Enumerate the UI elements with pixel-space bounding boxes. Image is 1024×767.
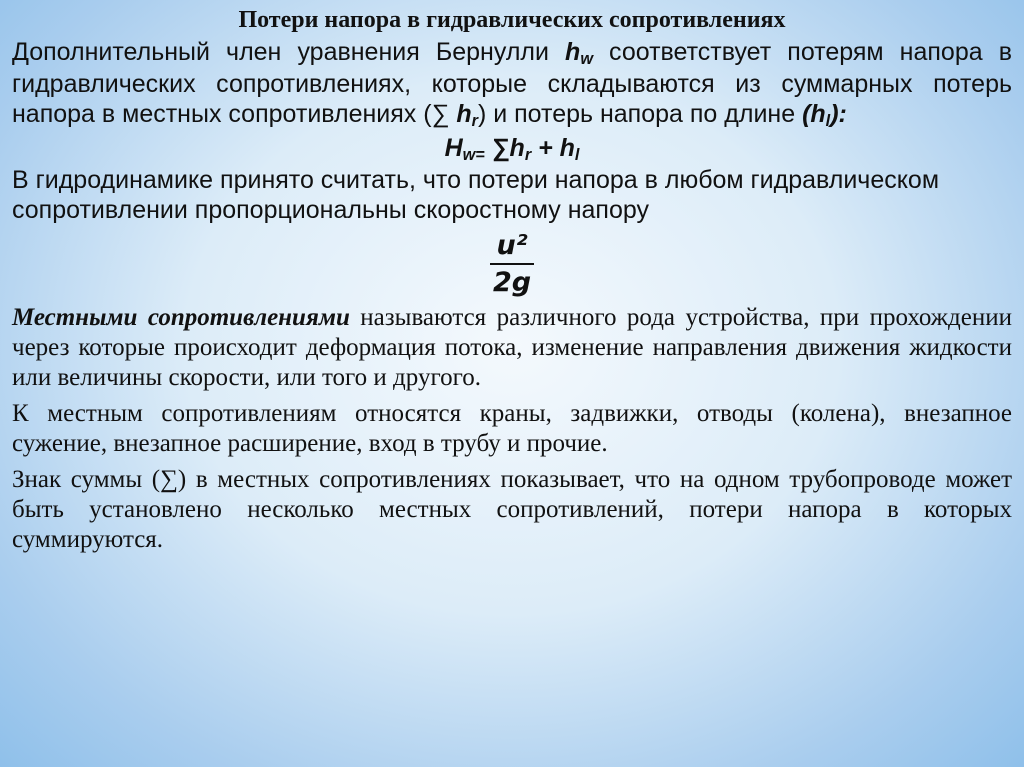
paragraph-local-resistances: Местными сопротивлениями называются различного рода устройства, при прохождении через которые происходит деформация потока, изменение направления движения жидкости или величины скорости, или того и другого. (12, 304, 1012, 392)
head-loss-formula: $H_{w=}$ $\sum h_r + h_l$ (444, 133, 580, 164)
paragraph-sum-sign: Знак суммы (∑) в местных сопротивлениях показывает, что на одном трубопроводе может быть установлено несколько местных сопротивлений, потери напора в которых суммируются. (12, 466, 1012, 554)
hw-symbol: $h_w$ (565, 37, 593, 68)
fraction-denominator: 2g (492, 267, 532, 299)
slide-title: Потери напора в гидравлических сопротивлениях (238, 7, 786, 33)
p1-text-a: Дополнительный член уравнения Бернулли (12, 37, 566, 66)
slide-content (12, 6, 1012, 555)
fraction-numerator: u² (496, 230, 528, 262)
hr-symbol: $h_r$ (456, 100, 478, 131)
paragraph-resistance-types: К местным сопротивлениям относятся краны, задвижки, отводы (колена), внезапное сужение, внезапное расширение, вход в трубу и прочие. (12, 400, 1012, 458)
paragraph-velocity-head: В гидродинамике принято считать, что потери напора в любом гидравлическом сопротивлении пропорциональны скоростному напору (12, 166, 940, 225)
p1-text-b: соответствует потерям напора в гидравлических сопротивлениях, которые складываются из суммарных потерь напора в местных сопротивлениях (∑ (12, 37, 1012, 129)
p1-text-c: ) и потерь напора по длине (477, 100, 803, 129)
velocity-head-fraction (452, 229, 572, 301)
local-resistances-term: Местными сопротивлениями (12, 304, 350, 332)
hl-symbol: $(h_l)$: (802, 100, 847, 131)
paragraph-bernoulli (12, 37, 1012, 132)
